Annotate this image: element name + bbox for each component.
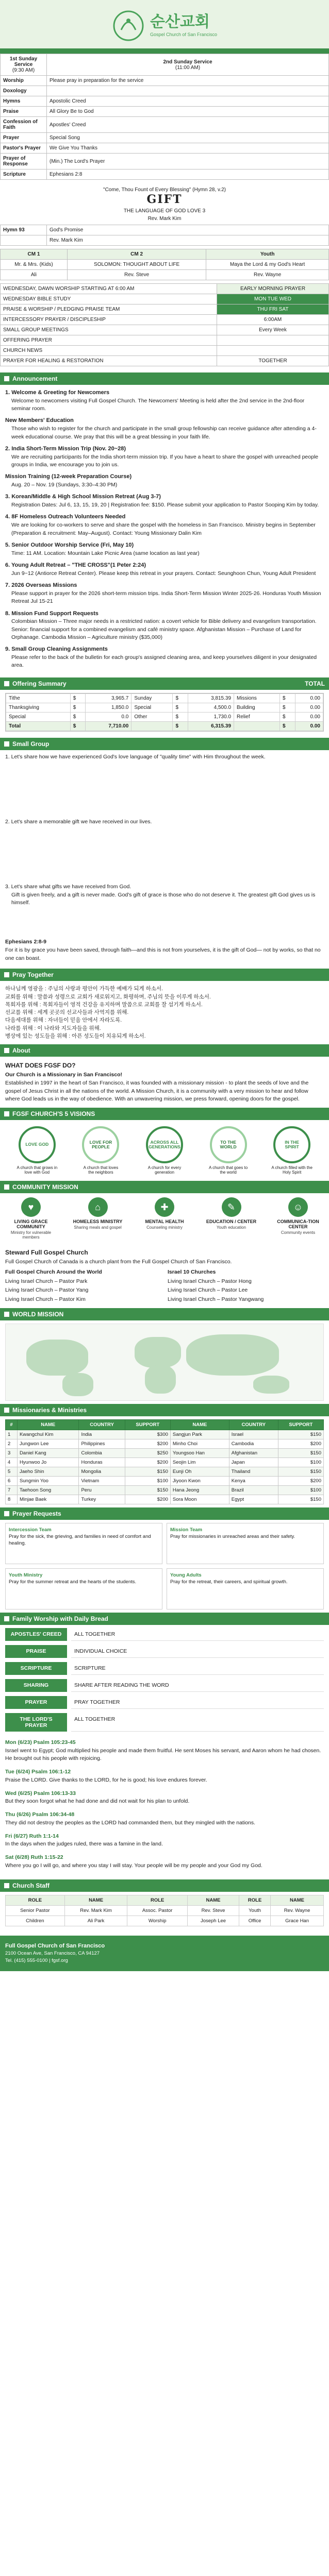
staff-wrap bbox=[0, 1892, 329, 1929]
about-section bbox=[0, 1057, 329, 1108]
offering-cell: $ bbox=[173, 694, 188, 703]
children-table bbox=[0, 249, 329, 280]
missionaries-col: SUPPORT bbox=[278, 1419, 323, 1430]
staff-col: NAME bbox=[187, 1895, 239, 1905]
announcement-item: 1. Welcome & Greeting for Newcomers Welcome to newcomers visiting Full Gospel Church. The Newcomers' Meeting is held after the 2nd service in the 2nd-floor seminar room. bbox=[5, 389, 305, 412]
family-step: SHARING bbox=[5, 1679, 67, 1692]
vision-ring: TO THE WORLD bbox=[210, 1126, 247, 1163]
staff-header: Church Staff bbox=[0, 1879, 329, 1892]
table-row: Children Ali Park Worship Joseph Lee Office Grace Han bbox=[6, 1916, 324, 1926]
offering-cell: Other bbox=[131, 713, 173, 722]
devotion-day: Mon (6/23) Psalm 105:23-45 Israel went to Egypt; God multiplied his people and made them fruitful. He sent Moses his servant, and Aaron whom he had chosen. He brought out his people with rejoicing. bbox=[5, 1739, 321, 1762]
meeting-name: PRAISE & WORSHIP / PLEDGING PRAISE TEAM bbox=[1, 304, 217, 315]
family-step-value: ALL TOGETHER bbox=[71, 1713, 324, 1732]
church-logo bbox=[112, 9, 217, 42]
missionaries-col: COUNTRY bbox=[229, 1419, 278, 1430]
offering-cell: 0.00 bbox=[295, 713, 323, 722]
section-square-icon bbox=[4, 1883, 9, 1888]
offering-cell: $ bbox=[70, 713, 86, 722]
section-square-icon bbox=[4, 972, 9, 977]
service-row-value: Special Song bbox=[47, 133, 329, 143]
about-header: About bbox=[0, 1044, 329, 1057]
vision-caption: A church for every generation bbox=[147, 1165, 182, 1175]
sermon-title: GIFT bbox=[146, 193, 183, 206]
vision-ring: ACROSS ALL GENERATIONS bbox=[146, 1126, 183, 1163]
devotion-day: Fri (6/27) Ruth 1:1-14 In the days when the judges ruled, there was a famine in the land. bbox=[5, 1833, 163, 1848]
planted-item: Living Israel Church – Pastor Yangwang bbox=[168, 1296, 264, 1302]
planted-item: Full Gospel Church Around the World bbox=[5, 1268, 102, 1275]
small-group-verse: For it is by grace you have been saved, through faith—and this is not from yourselves, it is the gift of God— not by works, so that no one can boast. bbox=[5, 946, 321, 961]
planted-body: Full Gospel Church of Canada is a church plant from the Full Gospel Church of San Francisco. bbox=[5, 1259, 232, 1265]
daily-devotion bbox=[0, 1735, 329, 1879]
church-logo-icon bbox=[112, 9, 145, 42]
about-body: Established in 1997 in the heart of San Francisco, it was founded with a missionary mission - to plant the seeds of love and the gospel of Jesus Christ in all the nations of the world. A Mission Church, it is a community with a very mission to hear and follow where God leads us in the way of obedience. With an unwavering mission, we press forward, opening doors for the gospel. bbox=[5, 1079, 309, 1103]
offering-cell: Tithe bbox=[6, 694, 71, 703]
missionaries-col: COUNTRY bbox=[79, 1419, 125, 1430]
offering-cell: 3,815.39 bbox=[188, 694, 234, 703]
offering-cell: 0.0 bbox=[86, 713, 131, 722]
missionaries-col: SUPPORT bbox=[125, 1419, 170, 1430]
visions-row bbox=[0, 1120, 329, 1181]
family-step: THE LORD'S PRAYER bbox=[5, 1713, 67, 1732]
staff-col: NAME bbox=[271, 1895, 324, 1905]
table-row: 8 Minjae Baek Turkey $200 Sora Moon Egypt $150 bbox=[6, 1495, 324, 1504]
announcement-item: 3. Korean/Middle & High School Mission Retreat (Aug 3-7) Registration Dates: Jul 6, 13, 15, 19, 20 | Registration fee: $150. Please submit your application to Pastor Sooping Kim by today. bbox=[5, 494, 319, 509]
map-land bbox=[26, 1340, 88, 1376]
offering-cell: 3,965.7 bbox=[86, 694, 131, 703]
family-step: SCRIPTURE bbox=[5, 1662, 67, 1675]
offering-cell: 0.00 bbox=[295, 694, 323, 703]
church-subtitle: Gospel Church of San Francisco bbox=[150, 32, 218, 37]
missionaries-col: # bbox=[6, 1419, 18, 1430]
announcement-item: 9. Small Group Cleaning Assignments Please refer to the back of the bulletin for each group's assigned cleaning area, and keep yourselves diligent in your designated area. bbox=[5, 646, 317, 669]
meetings-table bbox=[0, 283, 329, 366]
prayer-cards bbox=[0, 1520, 329, 1613]
section-square-icon bbox=[4, 741, 9, 747]
meeting-value bbox=[217, 335, 329, 346]
vision-ring: LOVE FOR PEOPLE bbox=[82, 1126, 119, 1163]
scripture-quote: "Come, Thou Fount of Every Blessing" (Hymn 28, v.2) bbox=[103, 187, 226, 193]
community-row bbox=[0, 1193, 329, 1244]
service-row-label: Worship bbox=[1, 76, 47, 86]
announcement-item: New Members' Education Those who wish to register for the church and participate in the small group fellowship can receive guidance after attending a 4-week educational course. We pray that this will be a great blessing in your faith life. bbox=[5, 417, 317, 440]
meeting-name: OFFERING PRAYER bbox=[1, 335, 217, 346]
header-divider bbox=[0, 48, 329, 54]
small-group-question: 3. Let's share what gifts we have received from God. bbox=[5, 883, 131, 890]
section-square-icon bbox=[4, 1048, 9, 1053]
small-group-question: 1. Let's share how we have experienced God's love language of "quality time" with Him throughout the week. bbox=[5, 754, 266, 760]
offering-total-cell bbox=[131, 722, 173, 731]
section-square-icon bbox=[4, 1312, 9, 1317]
meeting-value: EARLY MORNING PRAYER bbox=[217, 284, 329, 294]
offering-cell: Sunday bbox=[131, 694, 173, 703]
staff-table bbox=[5, 1895, 324, 1926]
children-cell: Ali bbox=[1, 270, 68, 280]
footer-church-name: Full Gospel Church of San Francisco bbox=[5, 1942, 105, 1949]
offering-cell: $ bbox=[70, 694, 86, 703]
family-worship-header: Family Worship with Daily Bread bbox=[0, 1613, 329, 1625]
meeting-value: MON TUE WED bbox=[217, 294, 329, 304]
offering-cell: Special bbox=[131, 703, 173, 713]
pray-line: 병상에 있는 성도들을 위해 : 아픈 성도들이 치유되게 하소서. bbox=[5, 1032, 146, 1039]
planted-item: Israel 10 Churches bbox=[168, 1268, 216, 1275]
people-icon: ☺ bbox=[288, 1197, 308, 1217]
family-step-value: INDIVIDUAL CHOICE bbox=[71, 1645, 324, 1658]
table-row: 1 Kwangchul Kim India $300 Sangjun Park Israel $150 bbox=[6, 1430, 324, 1439]
offering-cell: Thanksgiving bbox=[6, 703, 71, 713]
missionaries-col: NAME bbox=[17, 1419, 79, 1430]
section-square-icon bbox=[4, 1616, 9, 1621]
table-row: 3 Daniel Kang Colombia $250 Youngsoo Han Afghanistan $150 bbox=[6, 1448, 324, 1458]
vision-item bbox=[144, 1126, 185, 1175]
family-step-value: SHARE AFTER READING THE WORD bbox=[71, 1679, 324, 1692]
offering-total-cell: $ bbox=[70, 722, 86, 731]
table-row: 4 Hyunwoo Jo Honduras $200 Seojin Lim Japan $100 bbox=[6, 1458, 324, 1467]
vision-item bbox=[80, 1126, 121, 1175]
meeting-value: TOGETHER bbox=[217, 356, 329, 366]
family-step: APOSTLES' CREED bbox=[5, 1628, 67, 1641]
children-col: CM 2 bbox=[67, 249, 206, 260]
community-item: ♥ LIVING GRACE COMMUNITY Ministry for vulnerable members bbox=[5, 1197, 57, 1240]
pray-line: 목회자를 위해 : 목회자들이 영적 건강을 유지하며 말씀으로 교회를 잘 섬기게 하소서. bbox=[5, 1001, 203, 1008]
table-row: 2 Jungwon Lee Philippines $200 Minho Choi Cambodia $200 bbox=[6, 1439, 324, 1448]
missionaries-header: Missionaries & Ministries bbox=[0, 1404, 329, 1416]
pray-line: 나라를 위해 : 이 나라와 지도자들을 위해. bbox=[5, 1025, 101, 1031]
section-square-icon bbox=[4, 1511, 9, 1516]
bulletin-footer bbox=[0, 1936, 329, 1971]
planted-item: Living Israel Church – Pastor Park bbox=[5, 1278, 88, 1284]
prayer-card: Youth Ministry Pray for the summer retreat and the hearts of the students. bbox=[5, 1568, 162, 1609]
staff-col: ROLE bbox=[6, 1895, 65, 1905]
vision-ring: LOVE GOD bbox=[19, 1126, 56, 1163]
table-row: 6 Sungmin Yoo Vietnam $100 Jiyoon Kwon Kenya $200 bbox=[6, 1476, 324, 1485]
meeting-name: INTERCESSORY PRAYER / DISCIPLESHIP bbox=[1, 315, 217, 325]
announcement-item: 2. India Short-Term Mission Trip (Nov. 20~28) We are recruiting participants for the India short-term mission trip. If you have a heart to share the gospel with unreached people groups in India, we encourage you to join us. bbox=[5, 445, 319, 468]
offering-cell: 4,500.0 bbox=[188, 703, 234, 713]
service-row-label: Praise bbox=[1, 107, 47, 117]
vision-caption: A church that loves the neighbors bbox=[83, 1165, 119, 1175]
offering-cell: $ bbox=[70, 703, 86, 713]
meeting-name: WEDNESDAY, DAWN WORSHIP STARTING AT 6:00 AM bbox=[1, 284, 217, 294]
devotion-day: Sat (6/28) Ruth 1:15-22 Where you go I will go, and where you stay I will stay. Your people will be my people and your God my God. bbox=[5, 1854, 262, 1869]
small-group-note: Gift is given freely, and a gift is never made. God's gift of grace is those who do not deserve it. The greatest gift God gives us is himself. bbox=[11, 891, 316, 906]
preacher: Rev. Mark Kim bbox=[147, 216, 182, 222]
children-cell: SOLOMON: THOUGHT ABOUT LIFE bbox=[67, 260, 206, 270]
offering-total-cell: 6,315.39 bbox=[188, 722, 234, 731]
section-square-icon bbox=[4, 376, 9, 381]
prayer-card: Young Adults Pray for the retreat, their careers, and spiritual growth. bbox=[167, 1568, 324, 1609]
staff-col: ROLE bbox=[127, 1895, 188, 1905]
map-land bbox=[145, 1365, 176, 1394]
offering-cell: 1,850.0 bbox=[86, 703, 131, 713]
visions-header: FGSF CHURCH'S 5 VISIONS bbox=[0, 1108, 329, 1120]
service-row-value: (Min.) The Lord's Prayer bbox=[47, 154, 329, 170]
planted-item: Living Israel Church – Pastor Lee bbox=[168, 1287, 248, 1294]
offering-cell: $ bbox=[280, 694, 295, 703]
meeting-name: SMALL GROUP MEETINGS bbox=[1, 325, 217, 335]
service-1-header: 1st Sunday Service (9:30 AM) bbox=[1, 54, 47, 76]
home-icon: ⌂ bbox=[88, 1197, 108, 1217]
meeting-value bbox=[217, 346, 329, 356]
service-row-value: Apostles' Creed bbox=[47, 117, 329, 133]
table-row: 7 Taehoon Song Peru $150 Hana Jeong Brazil $100 bbox=[6, 1485, 324, 1495]
pray-line: 선교를 위해 : 세계 곳곳의 선교사들과 사역지를 위해. bbox=[5, 1009, 129, 1016]
church-name: 순산교회 bbox=[150, 13, 210, 31]
world-mission-header: WORLD MISSION bbox=[0, 1308, 329, 1320]
vision-item bbox=[208, 1126, 249, 1175]
closing-hymn: God's Promise bbox=[47, 225, 329, 235]
bulletin-header bbox=[0, 0, 329, 48]
planted-item: Living Israel Church – Pastor Yang bbox=[5, 1287, 89, 1294]
meeting-value: THU FRI SAT bbox=[217, 304, 329, 315]
community-item: ⌂ HOMELESS MINISTRY Sharing meals and gospel bbox=[72, 1197, 124, 1240]
prayer-card: Mission Team Pray for missionaries in unreached areas and their safety. bbox=[167, 1523, 324, 1564]
offering-cell: $ bbox=[280, 713, 295, 722]
offering-cell: Special bbox=[6, 713, 71, 722]
family-step-value: SCRIPTURE bbox=[71, 1662, 324, 1675]
announcements-list bbox=[0, 385, 329, 677]
staff-col: NAME bbox=[64, 1895, 127, 1905]
offering-cell: Missions bbox=[234, 694, 280, 703]
children-cell: Mr. & Mrs. (Kids) bbox=[1, 260, 68, 270]
service-row-label: Hymns bbox=[1, 96, 47, 107]
meeting-value: 6:00AM bbox=[217, 315, 329, 325]
service-row-label: Pastor's Prayer bbox=[1, 143, 47, 154]
offering-cell: $ bbox=[280, 703, 295, 713]
planted-section bbox=[0, 1244, 329, 1308]
hymn-label: Hymn 93 bbox=[1, 225, 47, 235]
offering-cell: 0.00 bbox=[295, 703, 323, 713]
pray-line: 다음세대를 위해 : 자녀들이 믿음 안에서 자라도록. bbox=[5, 1017, 122, 1024]
offering-total-cell: $ bbox=[173, 722, 188, 731]
service-row-label: Prayer of Response bbox=[1, 154, 47, 170]
missionaries-wrap bbox=[0, 1416, 329, 1507]
pray-line: 하나님께 영광을 : 주님의 사랑과 평안이 가득한 예배가 되게 하소서. bbox=[5, 986, 163, 992]
community-item: ☺ COMMUNICA-TION CENTER Community events bbox=[272, 1197, 324, 1240]
children-col: Youth bbox=[206, 249, 329, 260]
sermon-subtitle: THE LANGUAGE OF GOD LOVE 3 bbox=[123, 208, 206, 214]
announcement-item: 5. Senior Outdoor Worship Service (Fri, May 10) Time: 11 AM. Location: Mountain Lake Picnic Area (same location as last year) bbox=[5, 541, 200, 556]
offering-box bbox=[5, 693, 324, 732]
vision-caption: A church filled with the Holy Spirit bbox=[271, 1165, 312, 1175]
announcement-item: 8. Mission Fund Support Requests Colombian Mission – Three major needs in a restricted nation: a covert vehicle for Bible delivery and evangelism transportation. Senior: financial support for a combined evangelism and café ministry space. Afghanistan Mission – Purchase of Land for Orphanage. Cambodia Mission – Agriculture ministry ($35,000) bbox=[5, 610, 317, 640]
prayer-card: Intercession Team Pray for the sick, the grieving, and families in need of comfort and healing. bbox=[5, 1523, 162, 1564]
map-land bbox=[62, 1373, 93, 1396]
section-square-icon bbox=[4, 1408, 9, 1413]
announcements-header: Announcement bbox=[0, 372, 329, 385]
vision-item bbox=[17, 1126, 58, 1175]
section-square-icon bbox=[4, 681, 9, 686]
community-item: ✎ EDUCATION / CENTER Youth education bbox=[206, 1197, 257, 1240]
section-square-icon bbox=[4, 1111, 9, 1116]
offering-header: Offering Summary TOTAL bbox=[0, 677, 329, 690]
pray-list bbox=[0, 981, 329, 1044]
offering-total-cell: Total bbox=[6, 722, 71, 731]
staff-col: ROLE bbox=[239, 1895, 271, 1905]
offering-total-cell bbox=[234, 722, 280, 731]
planted-item: Living Israel Church – Pastor Kim bbox=[5, 1296, 86, 1302]
meeting-name: CHURCH NEWS bbox=[1, 346, 217, 356]
small-group-question: 2. Let's share a memorable gift we have received in our lives. bbox=[5, 819, 152, 825]
offering-cell: Building bbox=[234, 703, 280, 713]
heart-icon: ♥ bbox=[21, 1197, 41, 1217]
children-cell: Rev. Wayne bbox=[206, 270, 329, 280]
offering-cell: $ bbox=[173, 703, 188, 713]
vision-ring: IN THE SPIRIT bbox=[273, 1126, 310, 1163]
family-step: PRAYER bbox=[5, 1696, 67, 1709]
closing-table bbox=[0, 225, 329, 246]
meeting-value: Every Week bbox=[217, 325, 329, 335]
offering-cell: Relief bbox=[234, 713, 280, 722]
family-worship-grid bbox=[0, 1625, 329, 1735]
service-row-label: Prayer bbox=[1, 133, 47, 143]
vision-caption: A church that grows in love with God bbox=[17, 1165, 58, 1175]
plus-icon: ✚ bbox=[155, 1197, 174, 1217]
map-land bbox=[186, 1334, 279, 1376]
missionaries-table bbox=[5, 1419, 324, 1504]
vision-caption: A church that goes to the world bbox=[208, 1165, 248, 1175]
children-cell: Rev. Steve bbox=[67, 270, 206, 280]
meeting-name: WEDNESDAY BIBLE STUDY bbox=[1, 294, 217, 304]
service-row-label: Doxology bbox=[1, 86, 47, 96]
pray-header: Pray Together bbox=[0, 969, 329, 981]
benediction: Rev. Mark Kim bbox=[47, 235, 329, 246]
offering-total-cell: 7,710.00 bbox=[86, 722, 131, 731]
pray-line: 교회를 위해 : 말씀과 성령으로 교회가 새로워지고, 화평하며, 주님의 뜻을 이루게 하소서. bbox=[5, 993, 211, 1000]
announcement-item: Mission Training (12-week Preparation Course) Aug. 20 – Nov. 19 (Sundays, 3:30–4:30 PM) bbox=[5, 473, 132, 488]
about-subheading: Our Church is a Missionary in San Francisco! bbox=[5, 1072, 122, 1078]
service-2-header: 2nd Sunday Service (11:00 AM) bbox=[47, 54, 329, 76]
children-cell: Maya the Lord & my God's Heart bbox=[206, 260, 329, 270]
section-square-icon bbox=[4, 1184, 9, 1190]
footer-address: 2100 Ocean Ave, San Francisco, CA 94127 bbox=[5, 1951, 100, 1956]
prayer-requests-header: Prayer Requests bbox=[0, 1507, 329, 1520]
table-row: Senior Pastor Rev. Mark Kim Assoc. Pastor Rev. Steve Youth Rev. Wayne bbox=[6, 1905, 324, 1916]
family-step: PRAISE bbox=[5, 1645, 67, 1658]
family-step-value: ALL TOGETHER bbox=[71, 1628, 324, 1641]
about-heading: WHAT DOES FGSF DO? bbox=[5, 1062, 76, 1069]
devotion-day: Thu (6/26) Psalm 106:34-48 They did not destroy the peoples as the LORD had commanded them, but they mingled with the nations. bbox=[5, 1811, 256, 1826]
planted-item: Living Israel Church – Pastor Hong bbox=[168, 1278, 252, 1284]
service-row-value: All Glory Be to God bbox=[47, 107, 329, 117]
offering-table bbox=[6, 693, 323, 731]
benediction-label bbox=[1, 235, 47, 246]
service-row-label: Scripture bbox=[1, 170, 47, 180]
children-col: CM 1 bbox=[1, 249, 68, 260]
small-group-header: Small Group bbox=[0, 738, 329, 750]
offering-cell: 1,730.0 bbox=[188, 713, 234, 722]
service-order-table bbox=[0, 54, 329, 180]
map-land bbox=[135, 1337, 181, 1368]
footer-contact: Tel. (415) 555-0100 | fgsf.org bbox=[5, 1958, 68, 1964]
announcement-item: 6. Young Adult Retreat – "THE CROSS"(1 Peter 2:24) Jun 9~12 (Antiorce Retreat Center). Please keep this retreat in your prayers. Contact: Seunghoon Chun, Young Adult President bbox=[5, 562, 316, 577]
community-header: COMMUNITY MISSION bbox=[0, 1181, 329, 1193]
offering-total-cell: 0.00 bbox=[295, 722, 323, 731]
service-row-value: Apostolic Creed bbox=[47, 96, 329, 107]
book-icon: ✎ bbox=[222, 1197, 241, 1217]
small-group-verse-ref: Ephesians 2:8-9 bbox=[5, 939, 46, 945]
offering-cell: $ bbox=[173, 713, 188, 722]
devotion-day: Wed (6/25) Psalm 106:13-33 But they soon forgot what he had done and did not wait for his plan to unfold. bbox=[5, 1790, 190, 1805]
missionaries-col: NAME bbox=[170, 1419, 229, 1430]
sermon-block bbox=[0, 180, 329, 225]
planted-title: Steward Full Gospel Church bbox=[5, 1249, 88, 1256]
world-map bbox=[5, 1324, 324, 1401]
service-row-value: We Give You Thanks bbox=[47, 143, 329, 154]
service-row-value: Ephesians 2:8 bbox=[47, 170, 329, 180]
vision-item bbox=[271, 1126, 312, 1175]
small-group-body bbox=[0, 750, 329, 965]
family-step-value: PRAY TOGETHER bbox=[71, 1696, 324, 1709]
devotion-day: Tue (6/24) Psalm 106:1-12 Praise the LORD. Give thanks to the LORD, for he is good; his love endures forever. bbox=[5, 1769, 207, 1783]
map-land bbox=[253, 1376, 289, 1394]
service-row-label: Confession of Faith bbox=[1, 117, 47, 133]
service-row-value: Please pray in preparation for the service bbox=[47, 76, 329, 86]
table-row: 5 Jaeho Shin Mongolia $150 Eunji Oh Thailand $150 bbox=[6, 1467, 324, 1476]
offering-total-cell: $ bbox=[280, 722, 295, 731]
meeting-name: PRAYER FOR HEALING & RESTORATION bbox=[1, 356, 217, 366]
announcement-item: 4. 8F Homeless Outreach Volunteers Needed We are looking for co-workers to serve and share the gospel with the homeless in San Francisco. Ministry begins in September (Preparation & recruitment: May–August). Contact: Young Missionary Dalin Kim bbox=[5, 514, 316, 536]
community-item: ✚ MENTAL HEALTH Counseling ministry bbox=[139, 1197, 190, 1240]
service-row-value bbox=[47, 86, 329, 96]
announcement-item: 7. 2026 Overseas Missions Please support in prayer for the 2026 short-term mission trips. India Short-Term Mission Winter 2025-26. Honduras Youth Mission Retreat Jul 15-21 bbox=[5, 582, 321, 605]
